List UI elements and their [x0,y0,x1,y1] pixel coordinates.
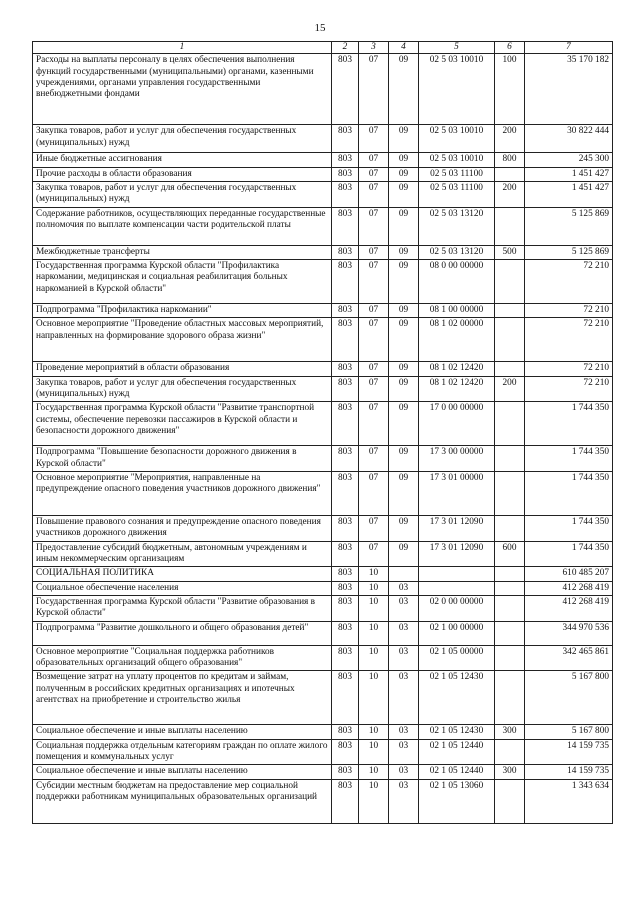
column-header: 1 [33,42,332,54]
table-cell: 02 1 05 12440 [419,765,495,779]
table-cell: 10 [359,645,389,671]
table-cell: 800 [495,153,525,167]
table-cell: 09 [389,541,419,567]
table-cell: 300 [495,725,525,739]
row-description: Социальное обеспечение населения [33,581,332,595]
table-cell: 02 5 03 13120 [419,245,495,259]
table-cell: 07 [359,318,389,362]
table-cell: 803 [332,567,359,581]
table-cell: 803 [332,153,359,167]
table-cell: 803 [332,303,359,317]
table-row [33,515,613,541]
table-cell: 803 [332,54,359,125]
table-cell: 08 1 02 12420 [419,362,495,376]
table-cell: 10 [359,595,389,621]
table-row [33,167,613,181]
table-cell: 09 [389,318,419,362]
table-cell: 07 [359,303,389,317]
table-cell [495,402,525,446]
row-description: Социальная поддержка отдельным категориям граждан по оплате жилого помещения и коммунальных услуг [33,739,332,765]
column-header: 6 [495,42,525,54]
table-cell: 803 [332,167,359,181]
table-cell: 03 [389,595,419,621]
row-description: Прочие расходы в области образования [33,167,332,181]
table-cell: 803 [332,207,359,245]
table-cell [389,567,419,581]
table-cell: 803 [332,181,359,207]
table-cell: 17 3 01 12090 [419,541,495,567]
table-cell: 72 210 [525,376,613,402]
table-cell: 10 [359,621,389,645]
table-cell [495,645,525,671]
row-description: Межбюджетные трансферты [33,245,332,259]
table-cell: 07 [359,245,389,259]
table-cell: 02 5 03 10010 [419,54,495,125]
table-cell: 07 [359,376,389,402]
table-cell: 200 [495,181,525,207]
table-row [33,739,613,765]
table-cell: 35 170 182 [525,54,613,125]
table-cell: 02 1 00 00000 [419,621,495,645]
column-header: 4 [389,42,419,54]
row-description: СОЦИАЛЬНАЯ ПОЛИТИКА [33,567,332,581]
table-row [33,446,613,472]
row-description: Проведение мероприятий в области образования [33,362,332,376]
table-row [33,259,613,303]
row-description: Иные бюджетные ассигнования [33,153,332,167]
table-cell: 02 1 05 12430 [419,725,495,739]
table-cell: 1 343 634 [525,779,613,823]
table-cell: 07 [359,125,389,153]
row-description: Государственная программа Курской области "Развитие транспортной системы, обеспечение перевозки пассажиров в Курской области и безопасности дорожного движения" [33,402,332,446]
table-row [33,725,613,739]
table-row [33,671,613,725]
row-description: Основное мероприятие "Мероприятия, направленные на предупреждение опасного поведения участников дорожного движения" [33,471,332,515]
table-cell: 07 [359,471,389,515]
table-cell [495,362,525,376]
table-row [33,207,613,245]
table-cell [495,167,525,181]
table-cell: 803 [332,125,359,153]
budget-table [32,41,613,824]
table-cell [495,567,525,581]
table-cell: 08 1 02 12420 [419,376,495,402]
table-cell: 03 [389,765,419,779]
table-cell: 03 [389,779,419,823]
table-row [33,645,613,671]
table-row [33,471,613,515]
table-cell: 803 [332,671,359,725]
table-cell: 08 1 02 00000 [419,318,495,362]
table-row [33,181,613,207]
column-header: 5 [419,42,495,54]
table-cell: 17 3 01 12090 [419,515,495,541]
table-cell: 07 [359,515,389,541]
table-cell: 72 210 [525,259,613,303]
table-cell: 803 [332,318,359,362]
table-cell: 09 [389,167,419,181]
table-cell: 5 167 800 [525,725,613,739]
table-body [33,54,613,823]
table-cell: 500 [495,245,525,259]
table-cell: 09 [389,125,419,153]
table-row [33,245,613,259]
row-description: Основное мероприятие "Проведение областных массовых мероприятий, направленных на формирование здорового образа жизни" [33,318,332,362]
table-cell: 610 485 207 [525,567,613,581]
table-cell: 07 [359,541,389,567]
table-row [33,376,613,402]
table-cell: 412 268 419 [525,581,613,595]
table-row [33,621,613,645]
table-cell: 600 [495,541,525,567]
table-cell [495,595,525,621]
row-description: Содержание работников, осуществляющих переданные государственные полномочия по выплате компенсации части родительской платы [33,207,332,245]
table-cell: 03 [389,581,419,595]
table-cell: 803 [332,541,359,567]
column-header: 3 [359,42,389,54]
table-cell: 07 [359,362,389,376]
table-cell: 5 125 869 [525,207,613,245]
row-description: Социальное обеспечение и иные выплаты населению [33,765,332,779]
table-cell: 02 5 03 11100 [419,167,495,181]
table-cell: 09 [389,54,419,125]
table-row [33,303,613,317]
table-cell: 1 744 350 [525,446,613,472]
table-cell [419,581,495,595]
row-description: Закупка товаров, работ и услуг для обеспечения государственных (муниципальных) нужд [33,181,332,207]
table-cell: 803 [332,645,359,671]
table-cell: 10 [359,725,389,739]
table-cell: 02 5 03 10010 [419,153,495,167]
table-cell: 803 [332,362,359,376]
table-row [33,581,613,595]
page-number: 15 [314,22,326,34]
table-cell: 07 [359,181,389,207]
table-cell [495,303,525,317]
table-cell: 02 1 05 13060 [419,779,495,823]
table-cell: 03 [389,739,419,765]
table-cell: 09 [389,471,419,515]
table-cell: 07 [359,402,389,446]
table-cell: 72 210 [525,362,613,376]
table-cell: 03 [389,621,419,645]
table-cell: 03 [389,725,419,739]
table-cell: 02 5 03 13120 [419,207,495,245]
table-cell: 803 [332,725,359,739]
table-cell: 07 [359,167,389,181]
table-row [33,54,613,125]
table-cell: 10 [359,765,389,779]
table-cell: 02 1 05 12430 [419,671,495,725]
table-cell: 803 [332,765,359,779]
table-cell: 1 451 427 [525,181,613,207]
table-cell: 803 [332,515,359,541]
table-cell: 09 [389,446,419,472]
table-cell [495,515,525,541]
table-cell: 1 451 427 [525,167,613,181]
table-cell: 02 5 03 11100 [419,181,495,207]
table-cell: 09 [389,362,419,376]
table-cell: 09 [389,153,419,167]
column-header: 7 [525,42,613,54]
table-cell: 803 [332,471,359,515]
table-cell: 03 [389,645,419,671]
table-row [33,153,613,167]
table-cell: 07 [359,54,389,125]
table-cell: 1 744 350 [525,402,613,446]
table-cell: 803 [332,581,359,595]
table-cell: 1 744 350 [525,541,613,567]
table-row [33,318,613,362]
table-cell: 02 1 05 12440 [419,739,495,765]
table-cell: 5 125 869 [525,245,613,259]
table-cell: 5 167 800 [525,671,613,725]
table-cell: 02 1 05 00000 [419,645,495,671]
table-cell: 344 970 536 [525,621,613,645]
table-cell: 803 [332,259,359,303]
table-cell: 10 [359,671,389,725]
table-cell: 09 [389,402,419,446]
table-header-row [33,42,613,54]
row-description: Субсидии местным бюджетам на предоставление мер социальной поддержки работникам муниципальных образовательных организаций [33,779,332,823]
table-cell: 17 0 00 00000 [419,402,495,446]
table-cell: 07 [359,153,389,167]
table-cell: 10 [359,567,389,581]
table-cell: 10 [359,779,389,823]
row-description: Предоставление субсидий бюджетным, автономным учреждениям и иным некоммерческим организациям [33,541,332,567]
table-cell: 03 [389,671,419,725]
table-cell: 14 159 735 [525,765,613,779]
table-cell [495,779,525,823]
table-cell: 30 822 444 [525,125,613,153]
table-cell [495,671,525,725]
table-cell [495,471,525,515]
row-description: Основное мероприятие "Социальная поддержка работников образовательных организаций общего образования" [33,645,332,671]
table-cell: 07 [359,259,389,303]
table-cell: 10 [359,581,389,595]
row-description: Государственная программа Курской области "Развитие образования в Курской области" [33,595,332,621]
table-cell: 803 [332,245,359,259]
table-cell [495,207,525,245]
table-cell: 803 [332,446,359,472]
table-cell: 803 [332,402,359,446]
table-row [33,362,613,376]
table-row [33,595,613,621]
table-row [33,567,613,581]
table-cell: 803 [332,779,359,823]
row-description: Подпрограмма "Повышение безопасности дорожного движения в Курской области" [33,446,332,472]
table-row [33,541,613,567]
row-description: Подпрограмма "Развитие дошкольного и общего образования детей" [33,621,332,645]
table-row [33,765,613,779]
row-description: Расходы на выплаты персоналу в целях обеспечения выполнения функций государственными (муниципальными) органами, казенными учреждениями, органами управления государственными внебюджетными фондами [33,54,332,125]
table-cell: 803 [332,376,359,402]
table-cell: 08 0 00 00000 [419,259,495,303]
table-cell: 72 210 [525,303,613,317]
row-description: Повышение правового сознания и предупреждение опасного поведения участников дорожного движения [33,515,332,541]
table-cell: 02 0 00 00000 [419,595,495,621]
table-cell: 803 [332,621,359,645]
table-cell: 300 [495,765,525,779]
table-cell: 245 300 [525,153,613,167]
table-cell [495,259,525,303]
table-cell [495,581,525,595]
row-description: Подпрограмма "Профилактика наркомании" [33,303,332,317]
table-cell: 412 268 419 [525,595,613,621]
table-row [33,402,613,446]
table-cell: 09 [389,303,419,317]
table-cell: 1 744 350 [525,515,613,541]
table-cell [419,567,495,581]
table-cell: 200 [495,376,525,402]
table-cell: 1 744 350 [525,471,613,515]
table-cell: 09 [389,245,419,259]
table-row [33,125,613,153]
table-cell [495,739,525,765]
table-cell: 09 [389,181,419,207]
table-cell: 07 [359,446,389,472]
table-cell: 08 1 00 00000 [419,303,495,317]
table-cell: 09 [389,515,419,541]
table-cell: 803 [332,595,359,621]
row-description: Закупка товаров, работ и услуг для обеспечения государственных (муниципальных) нужд [33,125,332,153]
table-cell: 72 210 [525,318,613,362]
table-cell [495,318,525,362]
table-cell: 200 [495,125,525,153]
row-description: Государственная программа Курской области "Профилактика наркомании, медицинская и социальная реабилитация больных наркоманией в Курской области" [33,259,332,303]
table-cell [495,621,525,645]
column-header: 2 [332,42,359,54]
table-cell: 803 [332,739,359,765]
table-cell [495,446,525,472]
table-cell: 100 [495,54,525,125]
table-cell: 07 [359,207,389,245]
table-cell: 09 [389,259,419,303]
table-cell: 02 5 03 10010 [419,125,495,153]
table-row [33,779,613,823]
row-description: Закупка товаров, работ и услуг для обеспечения государственных (муниципальных) нужд [33,376,332,402]
row-description: Возмещение затрат на уплату процентов по кредитам и займам, полученным в российских кредитных организациях и ипотечных агентствах на приобретение и строительство жилья [33,671,332,725]
table-cell: 14 159 735 [525,739,613,765]
table-cell: 17 3 00 00000 [419,446,495,472]
table-cell: 10 [359,739,389,765]
table-cell: 09 [389,376,419,402]
table-cell: 09 [389,207,419,245]
table-cell: 17 3 01 00000 [419,471,495,515]
row-description: Социальное обеспечение и иные выплаты населению [33,725,332,739]
table-cell: 342 465 861 [525,645,613,671]
